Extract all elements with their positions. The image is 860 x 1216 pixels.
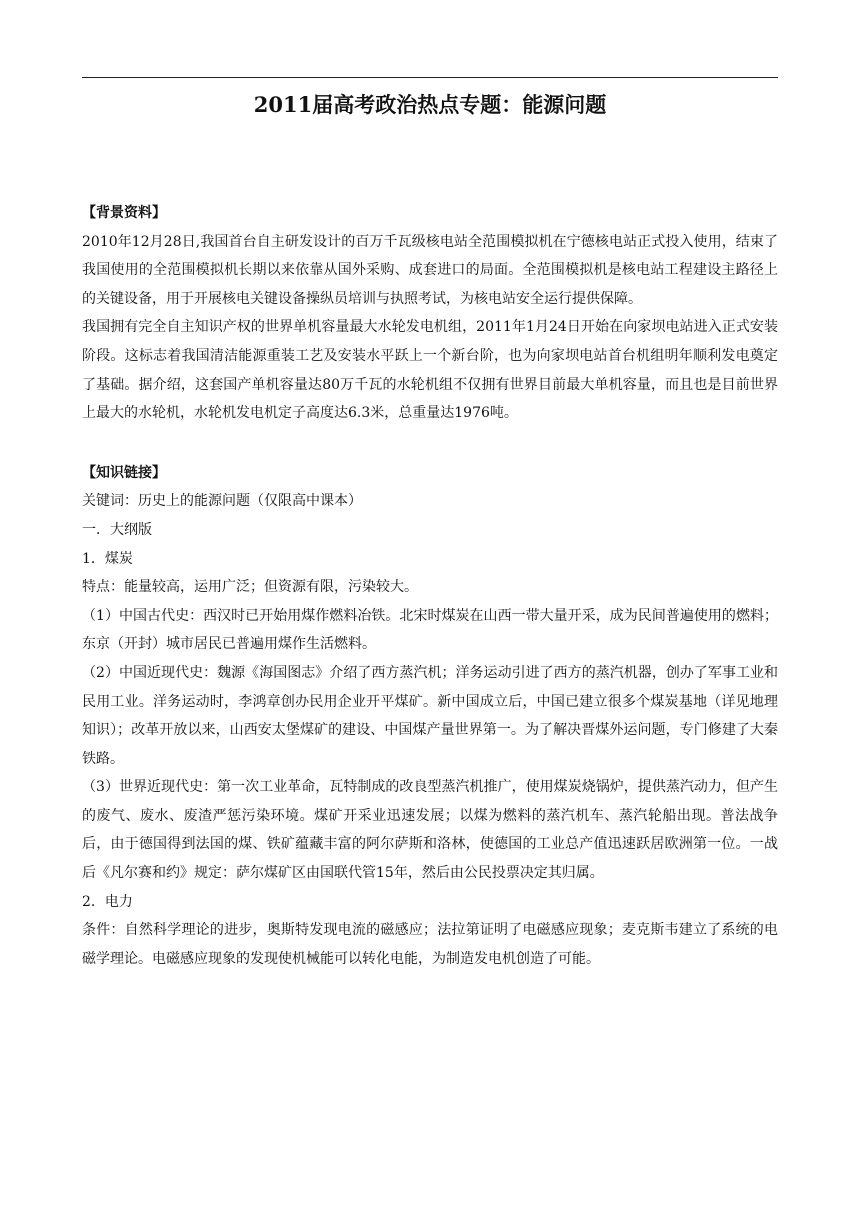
- document-body: [82, 199, 778, 973]
- subsection-heading-electricity: 2．电力: [82, 893, 133, 910]
- background-paragraph: 2010年12月28日,我国首台自主研发设计的百万千瓦级核电站全范围模拟机在宁德核电站正式投入使用，结束了我国使用的全范围模拟机长期以来依靠从国外采购、成套进口的局面。全范围模拟机是核电站工程建设主路径上的关键设备，用于开展核电关键设备操纵员培训与执照考试，为核电站安全运行提供保障。: [82, 233, 778, 307]
- header-rule: [82, 77, 778, 78]
- section-spacer: [82, 428, 778, 459]
- coal-modern-china: （2）中国近现代史：魏源《海国图志》介绍了西方蒸汽机；洋务运动引进了西方的蒸汽机器，创办了军事工业和民用工业。洋务运动时，李鸿章创办民用企业开平煤矿。新中国成立后，中国已建立很多个煤炭基地（详见地理知识）；改革开放以来，山西安太堡煤矿的建设、中国煤产量世界第一。为了解决晋煤外运问题，专门修建了大秦铁路。: [82, 664, 778, 767]
- coal-features: 特点：能量较高，运用广泛；但资源有限，污染较大。: [82, 579, 418, 596]
- document-title: 2011届高考政治热点专题：能源问题: [253, 92, 607, 117]
- background-paragraph: 我国拥有完全自主知识产权的世界单机容量最大水轮发电机组，2011年1月24日开始在向家坝电站进入正式安装阶段。这标志着我国清洁能源重装工艺及安装水平跃上一个新台阶，也为向家坝电站首台机组明年顺利发电奠定了基础。据介绍，这套国产单机容量达80万千瓦的水轮机组不仅拥有世界目前最大单机容量，而且也是目前世界上最大的水轮机，水轮机发电机定子高度达6.3米，总重量达1976吨。: [82, 319, 778, 422]
- section-heading-syllabus: 一．大纲版: [82, 521, 152, 538]
- subsection-heading-coal: 1．煤炭: [82, 550, 133, 567]
- electricity-conditions: 条件：自然科学理论的进步，奥斯特发现电流的磁感应；法拉第证明了电磁感应现象；麦克斯韦建立了系统的电磁学理论。电磁感应现象的发现使机械能可以转化电能，为制造发电机创造了可能。: [82, 922, 778, 967]
- knowledge-heading: 【知识链接】: [82, 464, 166, 481]
- coal-ancient-china: （1）中国古代史：西汉时已开始用煤作燃料冶铁。北宋时煤炭在山西一带大量开采，成为民间普遍使用的燃料；东京（开封）城市居民已普遍用煤作生活燃料。: [82, 607, 778, 653]
- coal-modern-world: （3）世界近现代史：第一次工业革命，瓦特制成的改良型蒸汽机推广，使用煤炭烧锅炉，提供蒸汽动力，但产生的废气、废水、废渣严惩污染环境。煤矿开采业迅速发展；以煤为燃料的蒸汽机车、蒸汽轮船出现。普法战争后，由于德国得到法国的煤、铁矿蕴藏丰富的阿尔萨斯和洛林，使德国的工业总产值迅速跃居欧洲第一位。一战后《凡尔赛和约》规定：萨尔煤矿区由国联代管15年，然后由公民投票决定其归属。: [82, 779, 778, 882]
- background-heading: 【背景资料】: [82, 205, 166, 221]
- keyword-line: 关键词：历史上的能源问题（仅限高中课本）: [82, 493, 362, 510]
